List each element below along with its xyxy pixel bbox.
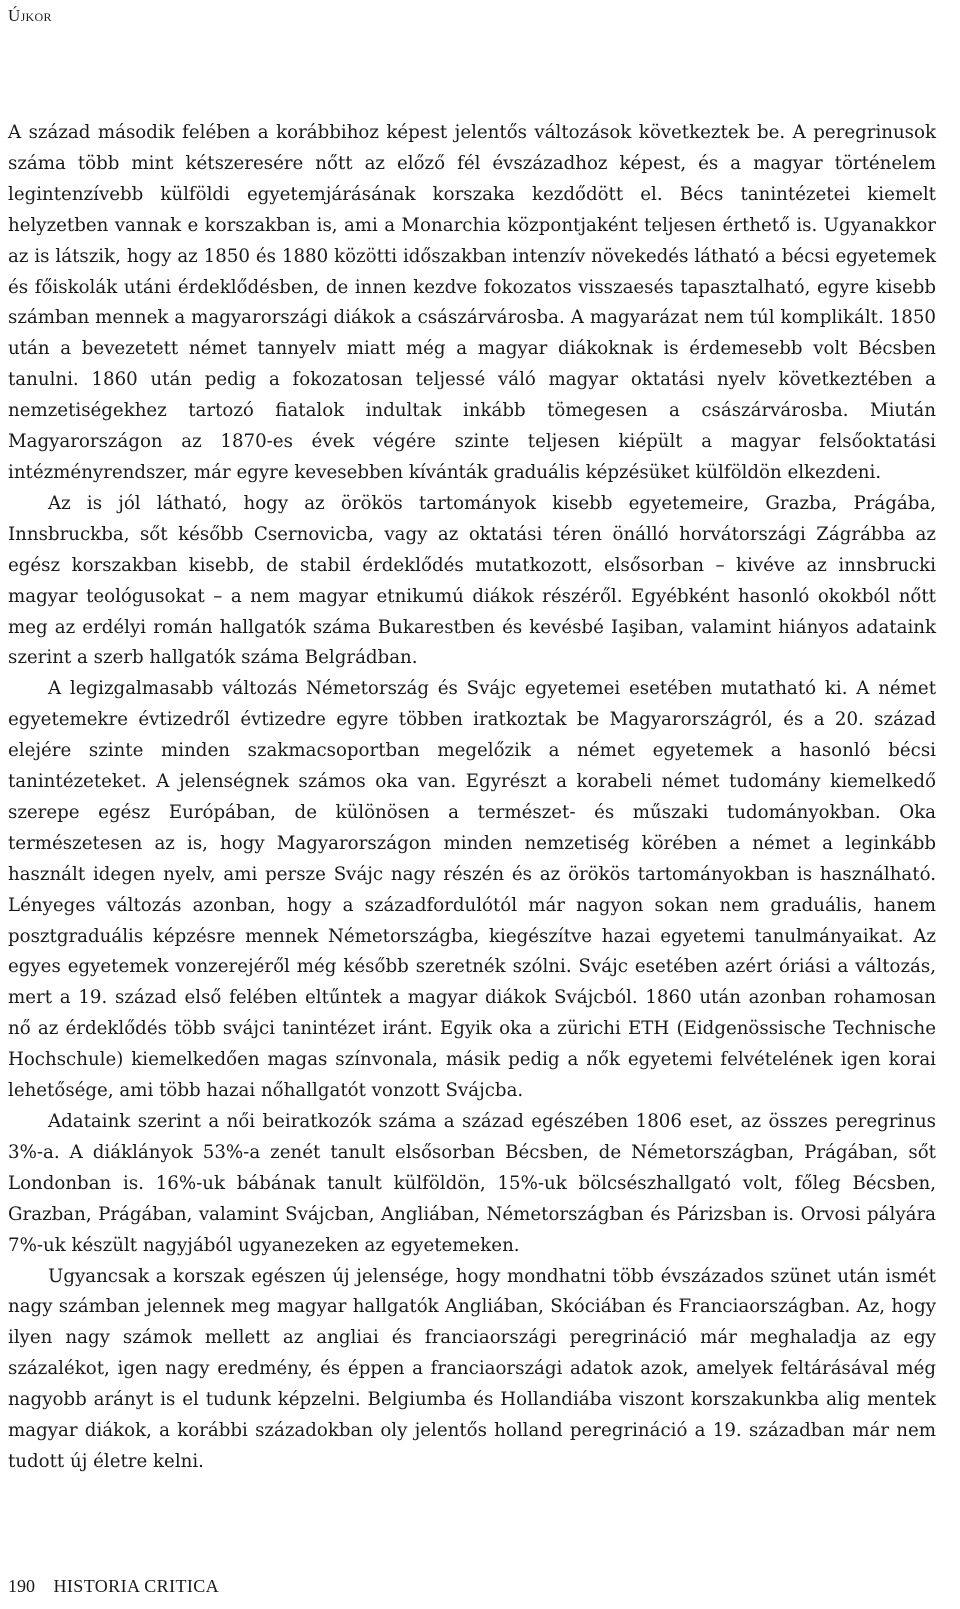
running-head-title: Újkor xyxy=(8,6,52,25)
paragraph-2: Az is jól látható, hogy az örökös tartományok kisebb egyetemeire, Grazba, Prágába, Innsbruckba, sőt később Csernovicba, vagy az oktatási téren önálló horvátországi Zágrábba az egész korszakban kisebb, de stabil érdeklődés mutatkozott, elsősorban – kivéve az innsbrucki magyar teológusokat – a nem magyar etnikumú diákok részéről. Egyébként hasonló okokból nőtt meg az erdélyi román hallgatók száma Bukarestben és kevésbé Iaşiban, valamint hiányos adataink szerint a szerb hallgatók száma Belgrádban. xyxy=(8,492,936,669)
page-number: 190 xyxy=(8,1576,35,1596)
paragraph-3: A legizgalmasabb változás Németország és Svájc egyetemei esetében mutatható ki. A német egyetemekre évtizedről évtizedre egyre többen iratkoztak be Magyarországról, és a 20. század elejére szinte minden szakmacsoportban megelőzik a német egyetemek a hasonló bécsi tanintézeteket. A jelenségnek számos oka van. Egyrészt a korabeli német tudomány kiemelkedő szerepe egész Európában, de különösen a természet- és műszaki tudományokban. Oka természetesen az is, hogy Magyarországon minden nemzetiség körében a német a leginkább használt idegen nyelv, ami persze Svájc nagy részén és az örökös tartományokban is használható. Lényeges változás azonban, hogy a századfordulótól már nagyon sokan nem graduális, hanem posztgraduális képzésre mennek Németországba, kiegészítve hazai egyetemi tanulmányaikat. Az egyes egyetemek vonzerejéről még később szeretnék szólni. Svájc esetében azért óriási a változás, mert a 19. század első felében eltűntek a magyar diákok Svájcból. 1860 után azonban rohamosan nő az érdeklődés több svájci tanintézet iránt. Egyik oka a zürichi ETH (Eidgenössische Technische Hochschule) kiemelkedően magas színvonala, másik pedig a nők egyetemi felvételének igen korai lehetősége, ami több hazai nőhallgatót vonzott Svájcba. xyxy=(8,678,936,1102)
page-footer xyxy=(8,1576,219,1597)
paragraph-4: Adataink szerint a női beiratkozók száma a század egészében 1806 eset, az összes peregrinus 3%-a. A diáklányok 53%-a zenét tanult elsősorban Bécsben, de Németországban, Prágában, sőt Londonban is. 16%-uk bábának tanult külföldön, 15%-uk bölcsészhallgató volt, főleg Bécsben, Grazban, Prágában, valamint Svájcban, Angliában, Németországban és Párizsban is. Orvosi pályára 7%-uk készült nagyjából ugyanezeken az egyetemeken. xyxy=(8,1111,936,1256)
article-body xyxy=(8,118,936,1478)
paragraph-5: Ugyancsak a korszak egészen új jelensége, hogy mondhatni több évszázados szünet után ismét nagy számban jelennek meg magyar hallgatók Angliában, Skóciában és Franciaországban. Az, hogy ilyen nagy számok mellett az angliai és franciaországi peregrináció már meghaladja az egy százalékot, igen nagy eredmény, és éppen a franciaországi adatok azok, amelyek feltárásával még nagyobb arányt is el tudunk képzelni. Belgiumba és Hollandiába viszont korszakunkba alig mentek magyar diákok, a korábbi századokban oly jelentős holland peregrináció a 19. században már nem tudott új életre kelni. xyxy=(8,1265,936,1472)
journal-name: HISTORIA CRITICA xyxy=(53,1576,220,1596)
paragraph-1: A század második felében a korábbihoz képest jelentős változások következtek be. A peregrinusok száma több mint kétszeresére nőtt az előző fél évszázadhoz képest, és a magyar történelem legintenzívebb külföldi egyetemjárásának korszaka kezdődött el. Bécs tanintézetei kiemelt helyzetben vannak e korszakban is, ami a Monarchia központjaként teljesen érthető is. Ugyanakkor az is látszik, hogy az 1850 és 1880 közötti időszakban intenzív növekedés látható a bécsi egyetemek és főiskolák utáni érdeklődésben, de innen kezdve fokozatos visszaesés tapasztalható, egyre kisebb számban mennek a magyarországi diákok a császárvárosba. A magyarázat nem túl komplikált. 1850 után a bevezetett német tannyelv miatt még a magyar diákoknak is érdemesebb volt Bécsben tanulni. 1860 után pedig a fokozatosan teljessé váló magyar oktatási nyelv következtében a nemzetiségekhez tartozó fiatalok indultak inkább tömegesen a császárvárosba. Miután Magyarországon az 1870-es évek végére szinte teljesen kiépült a magyar felsőoktatási intézményrendszer, már egyre kevesebben kívánták graduális képzésüket külföldön elkezdeni. xyxy=(8,122,936,483)
